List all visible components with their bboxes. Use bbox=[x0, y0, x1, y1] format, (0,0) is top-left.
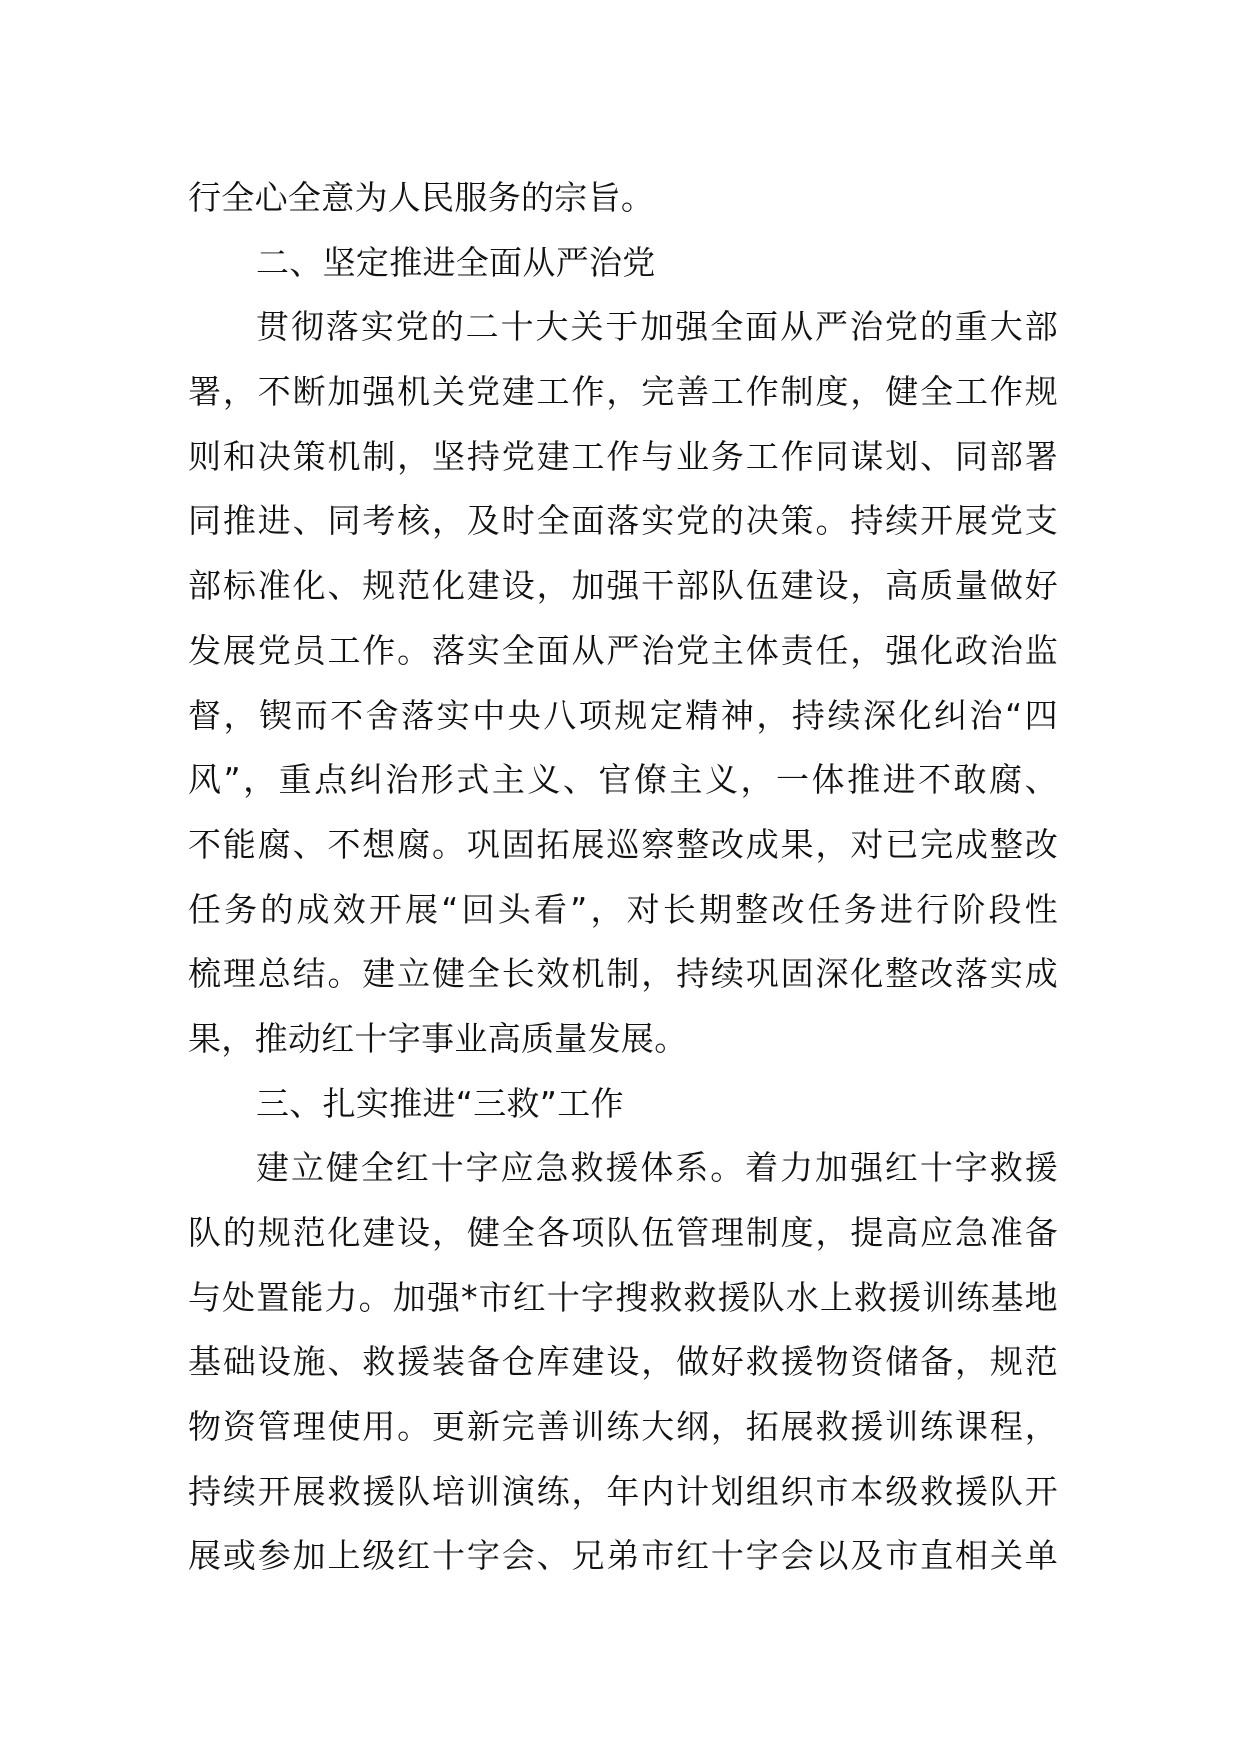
section-heading: 二、坚定推进全面从严治党 bbox=[256, 242, 656, 282]
paragraph-line: 持续开展救援队培训演练，年内计划组织市本级救援队开 bbox=[188, 1471, 1058, 1511]
paragraph-line: 则和决策机制，坚持党建工作与业务工作同谋划、同部署 bbox=[188, 436, 1058, 476]
paragraph-line: 任务的成效开展“回头看”，对长期整改任务进行阶段性 bbox=[188, 889, 1058, 929]
paragraph-line: 不能腐、不想腐。巩固拓展巡察整改成果，对已完成整改 bbox=[188, 824, 1058, 864]
paragraph-line: 物资管理使用。更新完善训练大纲，拓展救援训练课程， bbox=[188, 1407, 1058, 1447]
paragraph-line: 展或参加上级红十字会、兄弟市红十字会以及市直相关单 bbox=[188, 1536, 1058, 1576]
paragraph-line: 发展党员工作。落实全面从严治党主体责任，强化政治监 bbox=[188, 630, 1058, 670]
paragraph-line: 与处置能力。加强*市红十字搜救救援队水上救援训练基地 bbox=[188, 1277, 1058, 1317]
section-heading: 三、扎实推进“三救”工作 bbox=[256, 1083, 624, 1123]
paragraph-line: 基础设施、救援装备仓库建设，做好救援物资储备，规范 bbox=[188, 1342, 1058, 1382]
paragraph-line: 梳理总结。建立健全长效机制，持续巩固深化整改落实成 bbox=[188, 954, 1058, 994]
document-body bbox=[188, 166, 1058, 1589]
paragraph-line: 风”，重点纠治形式主义、官僚主义，一体推进不敢腐、 bbox=[188, 760, 1058, 800]
paragraph-line: 同推进、同考核，及时全面落实党的决策。持续开展党支 bbox=[188, 501, 1058, 541]
paragraph-line: 督，锲而不舍落实中央八项规定精神，持续深化纠治“四 bbox=[188, 695, 1058, 735]
paragraph-line: 建立健全红十字应急救援体系。着力加强红十字救援 bbox=[256, 1148, 1058, 1188]
paragraph-line: 行全心全意为人民服务的宗旨。 bbox=[188, 178, 655, 217]
paragraph-line: 部标准化、规范化建设，加强干部队伍建设，高质量做好 bbox=[188, 566, 1058, 606]
paragraph-line: 队的规范化建设，健全各项队伍管理制度，提高应急准备 bbox=[188, 1213, 1058, 1252]
paragraph-line: 果，推动红十字事业高质量发展。 bbox=[188, 1018, 688, 1058]
paragraph-line: 署，不断加强机关党建工作，完善工作制度，健全工作规 bbox=[188, 372, 1058, 412]
paragraph-line: 贯彻落实党的二十大关于加强全面从严治党的重大部 bbox=[256, 307, 1058, 347]
